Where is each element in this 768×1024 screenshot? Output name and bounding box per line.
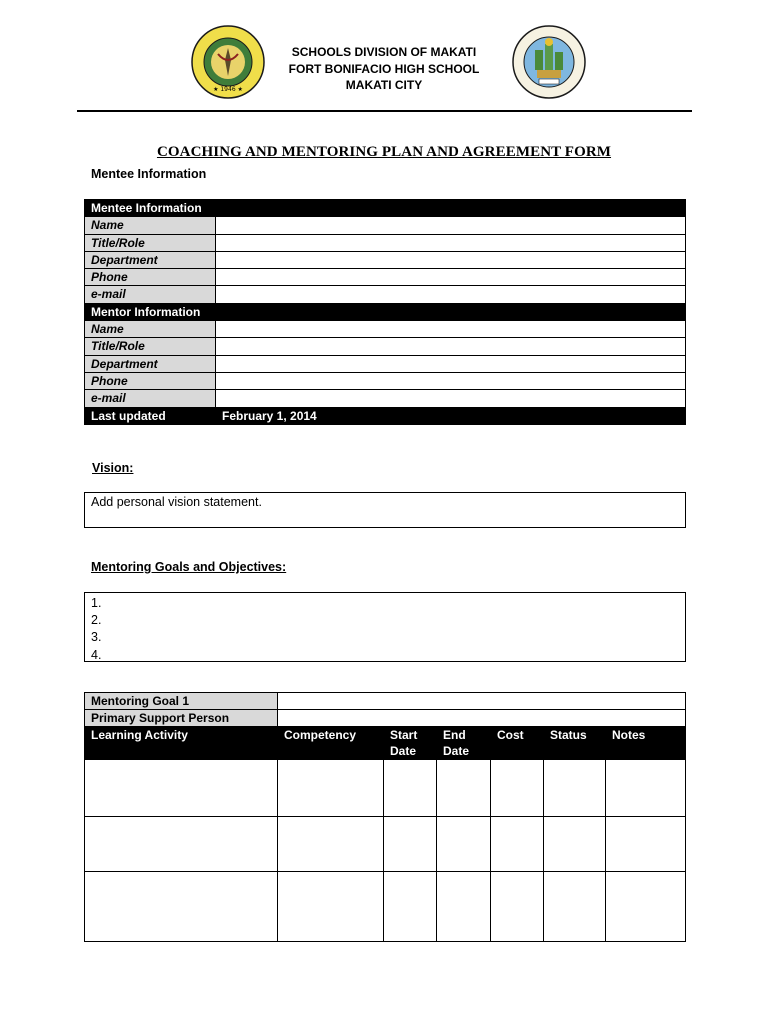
field-label: e-mail [85,390,216,407]
deped-makati-logo [511,24,587,100]
last-updated-value: February 1, 2014 [216,407,686,424]
activity-row [85,760,686,817]
col-status: Status [544,727,606,760]
mentor-header: Mentor Information [85,303,686,320]
col-start-date [384,727,437,760]
goals-label: Mentoring Goals and Objectives: [91,560,287,574]
support-field[interactable] [278,710,686,727]
goal-item: 3. [91,630,102,645]
header-block [284,44,484,94]
field-label: Name [85,217,216,234]
cell[interactable] [606,760,686,817]
cell[interactable] [278,872,384,942]
goals-list-box[interactable] [84,592,686,662]
cell[interactable] [544,760,606,817]
activity-row [85,872,686,942]
goal-item: 2. [91,613,102,628]
cell[interactable] [491,760,544,817]
field-label: Title/Role [85,338,216,355]
cell[interactable] [437,817,491,872]
info-table [84,199,686,425]
col-cost: Cost [491,727,544,760]
field-label: Title/Role [85,234,216,251]
mentee-department-row [85,251,686,268]
col-notes: Notes [606,727,686,760]
mentor-department-row [85,355,686,372]
mentee-department-field[interactable] [216,251,686,268]
col-start-line2: Date [390,744,417,758]
cell[interactable] [437,760,491,817]
goal-table [84,692,686,942]
activity-row [85,817,686,872]
col-competency: Competency [278,727,384,760]
mentee-header-row [85,200,686,217]
cell[interactable] [384,817,437,872]
support-row [85,710,686,727]
cell[interactable] [606,817,686,872]
field-label: Phone [85,372,216,389]
cell[interactable] [384,872,437,942]
mentee-name-row [85,217,686,234]
mentor-name-field[interactable] [216,321,686,338]
mentee-title-row [85,234,686,251]
header-divider [77,110,692,112]
cell[interactable] [278,817,384,872]
field-label: Name [85,321,216,338]
cell[interactable] [85,872,278,942]
cell[interactable] [544,872,606,942]
goal-field[interactable] [278,693,686,710]
cell[interactable] [384,760,437,817]
support-label: Primary Support Person [85,710,278,727]
form-title: COACHING AND MENTORING PLAN AND AGREEMENT FORM [156,144,612,160]
cell[interactable] [85,817,278,872]
mentee-phone-field[interactable] [216,269,686,286]
mentee-phone-row [85,269,686,286]
goal-item: 1. [91,596,102,610]
last-updated-row [85,407,686,424]
cell[interactable] [544,817,606,872]
cell[interactable] [491,872,544,942]
mentee-email-field[interactable] [216,286,686,303]
cell[interactable] [437,872,491,942]
mentee-title-field[interactable] [216,234,686,251]
school-logo [190,24,266,100]
mentee-header: Mentee Information [85,200,686,217]
col-end-line2: Date [443,744,470,758]
mentor-email-row [85,390,686,407]
activity-header-row [85,727,686,760]
mentor-phone-field[interactable] [216,372,686,389]
last-updated-label: Last updated [85,407,216,424]
field-label: Department [85,251,216,268]
cell[interactable] [606,872,686,942]
field-label: Phone [85,269,216,286]
goal-row [85,693,686,710]
cell[interactable] [85,760,278,817]
goal-label: Mentoring Goal 1 [85,693,278,710]
header-line-city: MAKATI CITY [345,78,423,92]
col-end-date [437,727,491,760]
mentee-name-field[interactable] [216,217,686,234]
col-start-line1: Start [390,728,418,742]
svg-text:★ 1946 ★: ★ 1946 ★ [213,86,243,93]
header-line-division: SCHOOLS DIVISION OF MAKATI [291,45,477,59]
cell[interactable] [278,760,384,817]
mentor-name-row [85,321,686,338]
section-mentee-label: Mentee Information [91,167,207,181]
col-end-line1: End [443,728,466,742]
col-learning-activity: Learning Activity [85,727,278,760]
field-label: Department [85,355,216,372]
mentor-title-row [85,338,686,355]
mentor-header-row [85,303,686,320]
vision-placeholder: Add personal vision statement. [91,495,262,509]
mentor-phone-row [85,372,686,389]
mentee-email-row [85,286,686,303]
vision-label: Vision: [92,461,134,475]
mentor-department-field[interactable] [216,355,686,372]
goal-item: 4. [91,647,102,662]
mentor-title-field[interactable] [216,338,686,355]
vision-textbox[interactable] [84,492,686,528]
cell[interactable] [491,817,544,872]
field-label: e-mail [85,286,216,303]
mentor-email-field[interactable] [216,390,686,407]
header-line-school: FORT BONIFACIO HIGH SCHOOL [288,61,480,76]
